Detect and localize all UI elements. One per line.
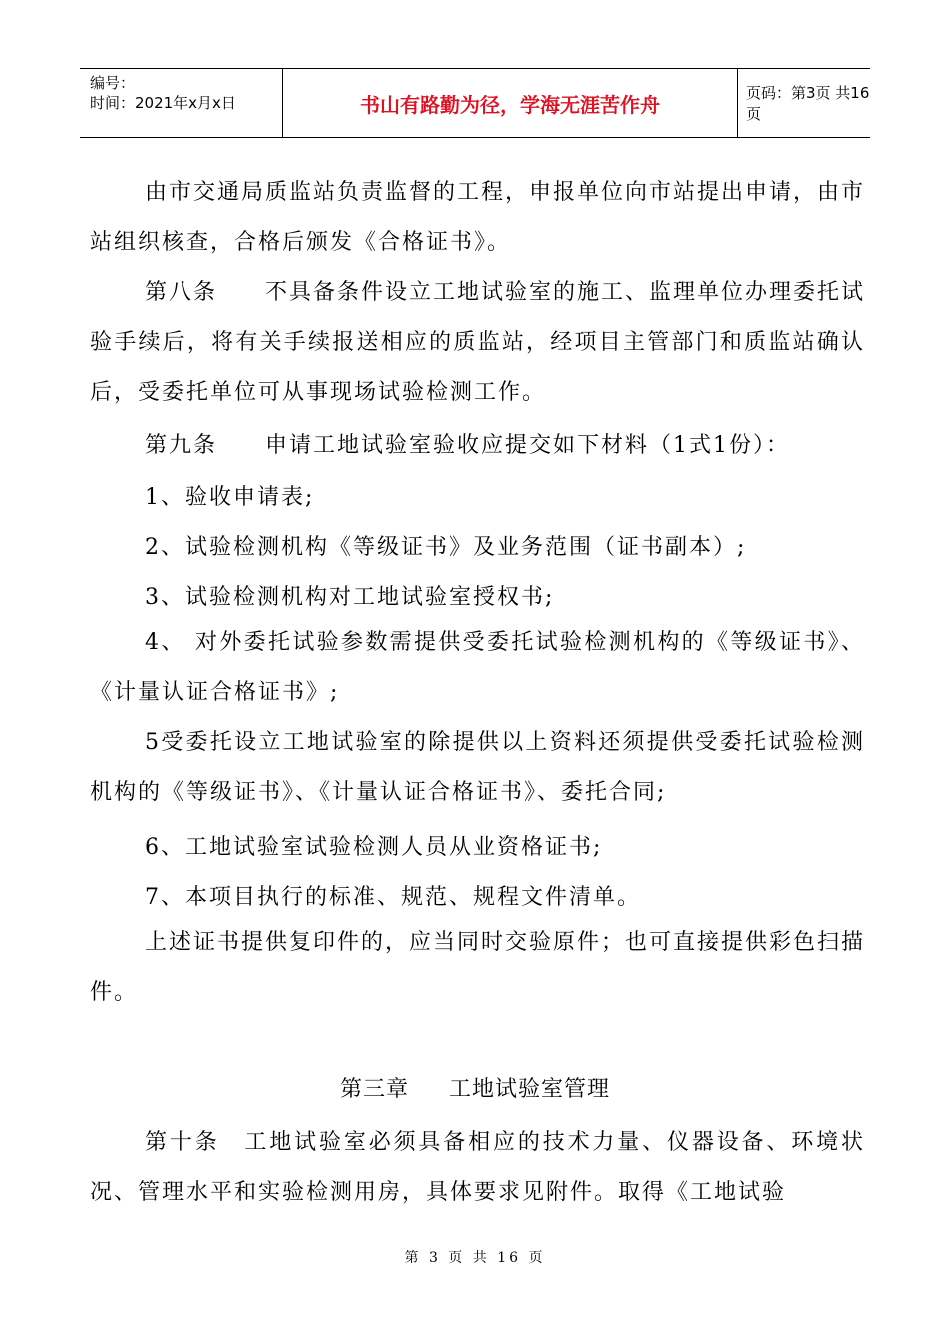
time-label: 时间：2021年x月x日: [90, 94, 236, 112]
chapter-title: 工地试验室管理: [449, 1077, 611, 1102]
page-header: [80, 68, 870, 138]
paragraph-copies: 上述证书提供复印件的，应当同时交验原件；也可直接提供彩色扫描件。: [90, 930, 866, 1005]
list-item-5: 5受委托设立工地试验室的除提供以上资料还须提供受委托试验检测机构的《等级证书》、《计量认证合格证书》、委托合同;: [90, 730, 865, 805]
chapter-heading: [0, 1072, 950, 1103]
header-motto-cell: [282, 69, 738, 137]
paragraph-1: 由市交通局质监站负责监督的工程，申报单位向市站提出申请，由市站组织核查，合格后颁发《合格证书》。: [90, 180, 866, 255]
list-item-6: 6、工地试验室试验检测人员从业资格证书;: [145, 835, 603, 860]
list-item-7: 7、本项目执行的标准、规范、规程文件清单。: [145, 885, 641, 910]
article-8: 第八条 不具备条件设立工地试验室的施工、监理单位办理委托试验手续后，将有关手续报送相应的质监站，经项目主管部门和质监站确认后，受委托单位可从事现场试验检测工作。: [90, 280, 866, 405]
page-info: 页码：第3页 共16页: [746, 84, 870, 123]
motto-text: 书山有路勤为径，学海无涯苦作舟: [360, 92, 660, 117]
list-item-2: 2、试验检测机构《等级证书》及业务范围（证书副本）;: [145, 535, 747, 560]
list-item-3: 3、试验检测机构对工地试验室授权书;: [145, 585, 555, 610]
list-item-1: 1、验收申请表;: [145, 485, 315, 510]
article-9: 第九条 申请工地试验室验收应提交如下材料（1式1份）：: [145, 433, 790, 458]
list-item-4: 4、 对外委托试验参数需提供受委托试验检测机构的《等级证书》、《计量认证合格证书》;: [90, 630, 865, 705]
header-meta-cell: [80, 69, 280, 137]
number-label: 编号：: [90, 74, 136, 92]
page-footer: 第 3 页 共 16 页: [404, 1250, 546, 1266]
article-10: 第十条 工地试验室必须具备相应的技术力量、仪器设备、环境状况、管理水平和实验检测用房，具体要求见附件。取得《工地试验: [90, 1130, 865, 1205]
chapter-number: 第三章: [339, 1077, 409, 1102]
